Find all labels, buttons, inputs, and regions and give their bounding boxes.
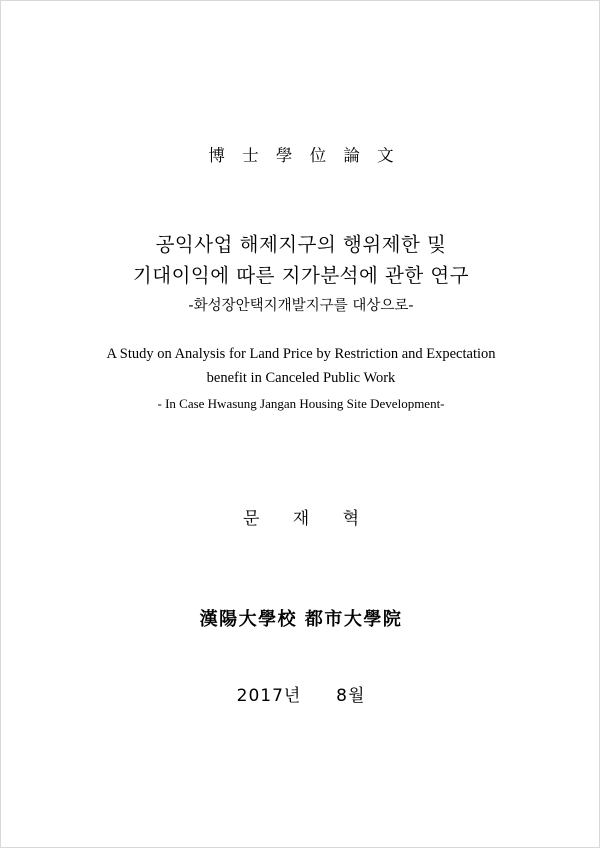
publication-month: 8월	[336, 686, 366, 706]
korean-title-line-2: 기대이익에 따른 지가분석에 관한 연구	[132, 264, 470, 287]
english-title-line-2: benefit in Canceled Public Work	[206, 370, 396, 386]
english-title-block	[1, 342, 600, 416]
institution-name: 漢陽大學校 都市大學院	[199, 609, 403, 630]
publication-year: 2017년	[236, 686, 302, 706]
publication-date	[1, 681, 600, 706]
english-title-line-1: A Study on Analysis for Land Price by Restriction and Expectation	[106, 346, 496, 362]
korean-title-line-1: 공익사업 해제지구의 행위제한 및	[155, 233, 447, 256]
english-subtitle: - In Case Hwasung Jangan Housing Site Development-	[157, 396, 445, 411]
korean-subtitle: -화성장안택지개발지구를 대상으로-	[188, 298, 414, 314]
degree-type-heading: 博 士 學 位 論 文	[208, 146, 400, 165]
korean-title-block	[1, 229, 600, 319]
author-name: 문 재 혁	[242, 509, 374, 529]
